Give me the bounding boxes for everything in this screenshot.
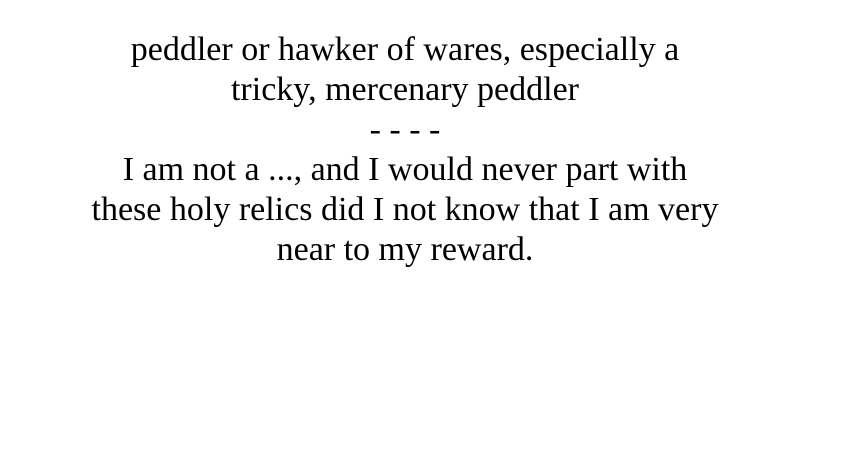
example-sentence-block <box>0 150 810 270</box>
example-line: I am not a ..., and I would never part with <box>122 151 688 188</box>
definition-block <box>0 30 810 110</box>
definition-line: peddler or hawker of wares, especially a <box>130 31 680 68</box>
flashcard-text <box>0 30 810 270</box>
definition-line: tricky, mercenary peddler <box>230 71 579 108</box>
example-line: near to my reward. <box>276 231 534 268</box>
separator: - - - - <box>369 111 441 148</box>
example-line: these holy relics did I not know that I am very <box>91 191 719 228</box>
